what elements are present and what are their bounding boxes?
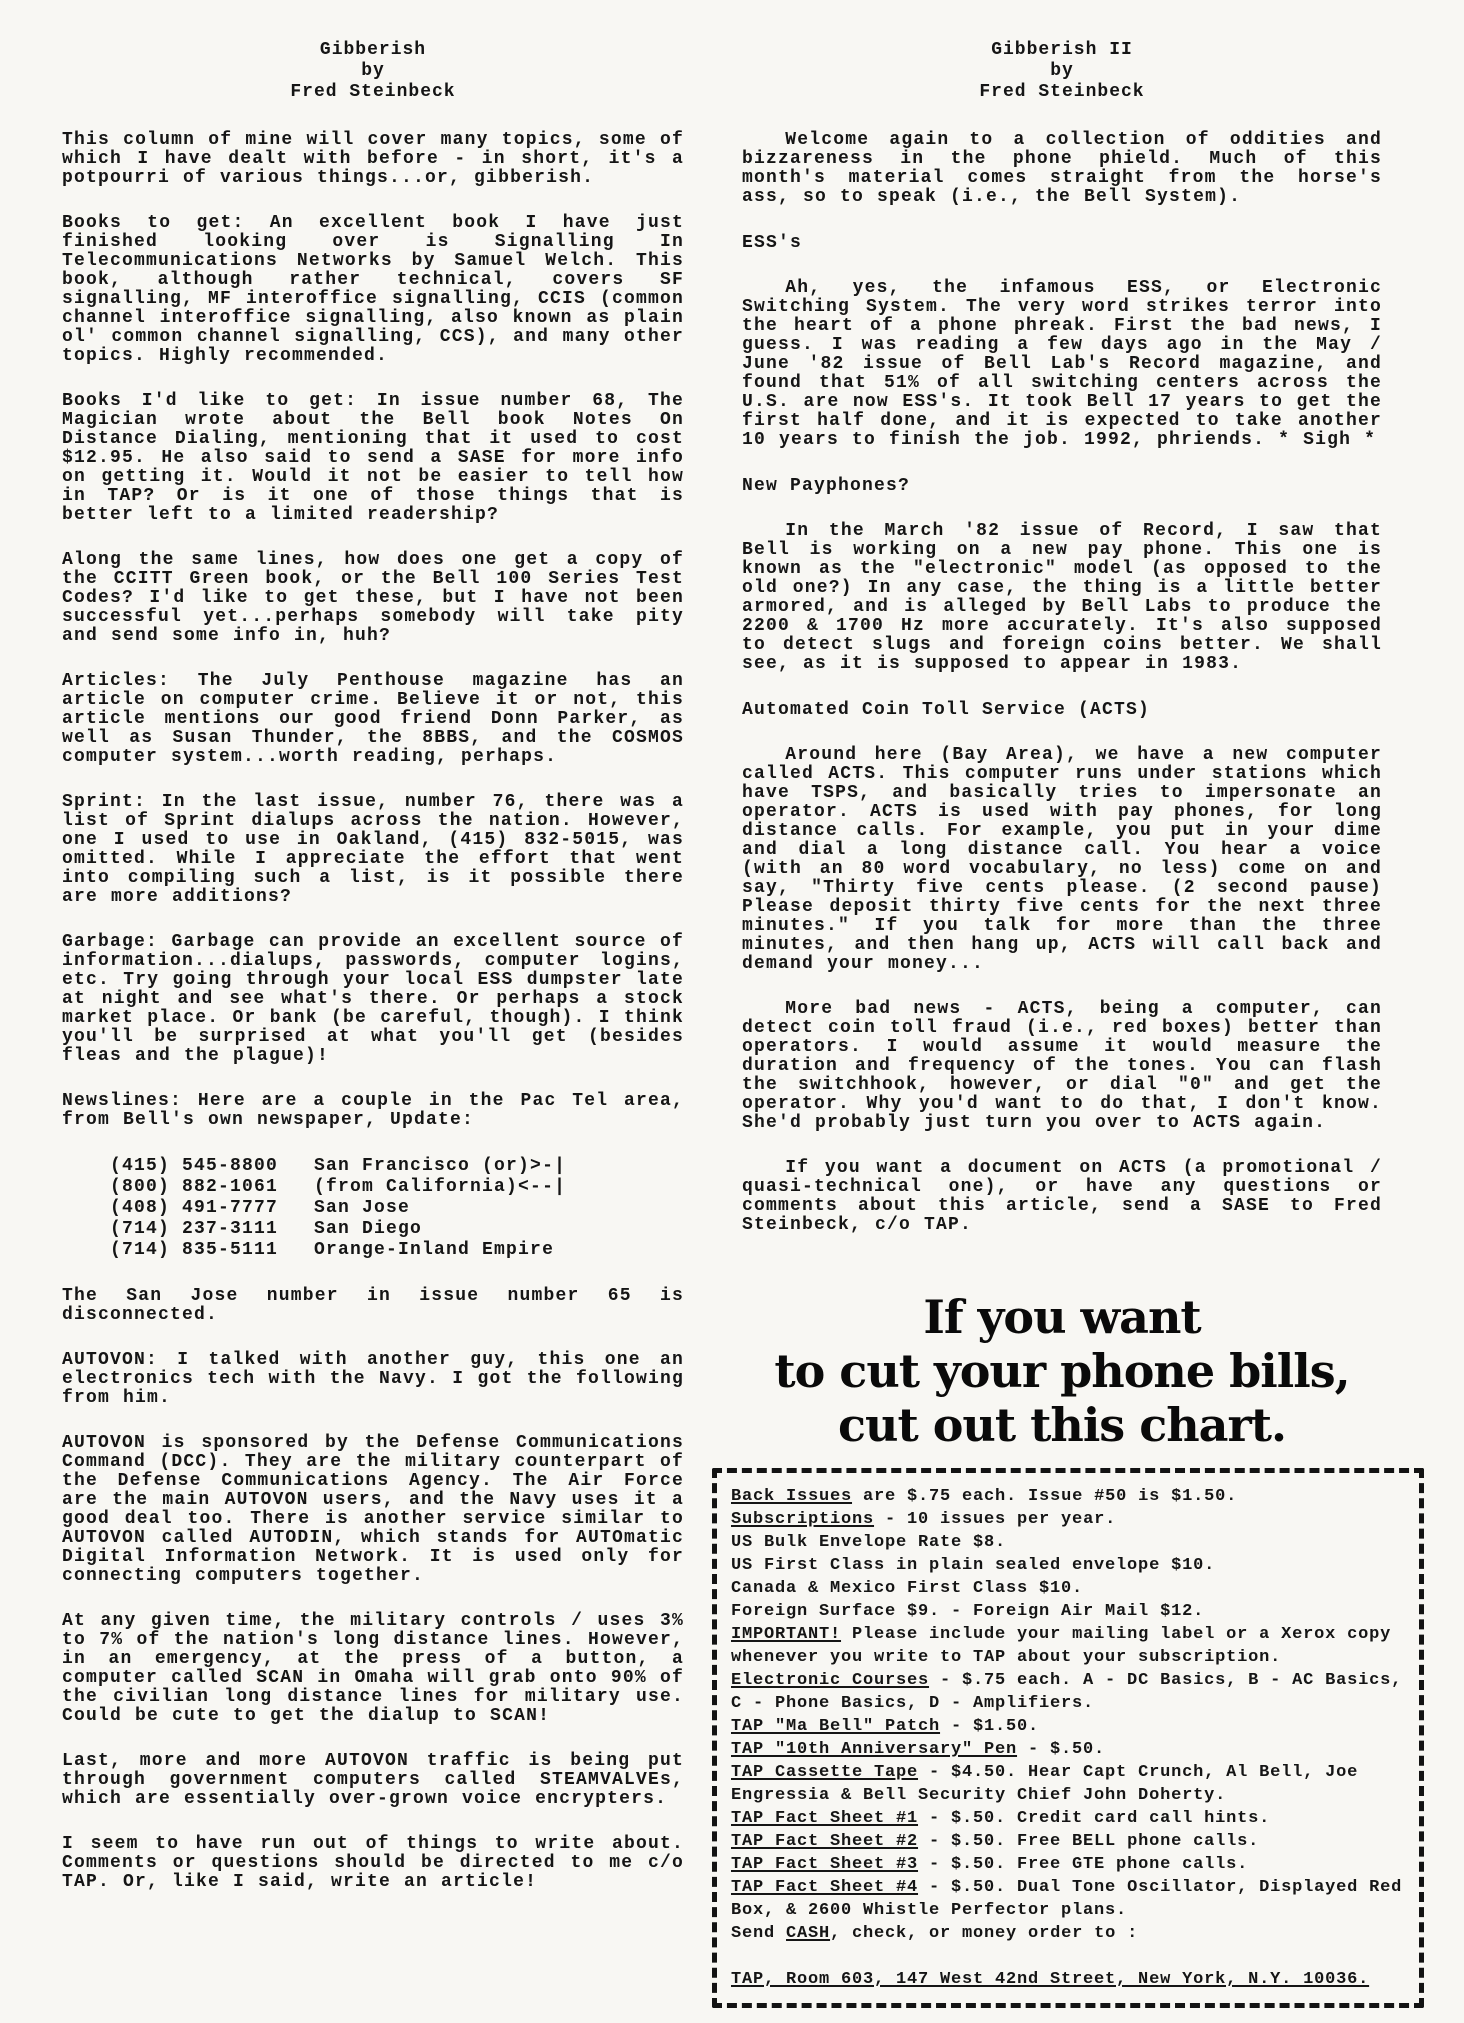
underlined-text: TAP Fact Sheet #2 — [731, 1832, 919, 1851]
phone-number-row: (415) 545-8800 San Francisco (or)>-| — [110, 1156, 567, 1176]
paragraph-lead: Newslines: — [62, 1091, 183, 1111]
order-info-line — [731, 1508, 1405, 1531]
underlined-text: TAP Cassette Tape — [731, 1763, 919, 1782]
paragraph-lead: Books I'd like to get: — [62, 391, 358, 411]
ad-headline — [742, 1290, 1382, 1452]
underlined-text: TAP, Room 603, 147 West 42nd Street, New York, N.Y. 10036. — [731, 1970, 1370, 1989]
left-column — [62, 40, 684, 2008]
article-title-gibberish-ii — [742, 40, 1382, 103]
order-info-line — [731, 1922, 1405, 1945]
paragraph: This column of mine will cover many topics, some of which I have dealt with before - in short, it's a potpourri of various things...or, gibberish. — [62, 130, 684, 188]
paragraph-lead: Sprint: — [62, 792, 147, 812]
underlined-text: Back Issues — [731, 1487, 853, 1506]
headline-line: cut out this chart. — [838, 1398, 1286, 1452]
paragraph: AUTOVON: I talked with another guy, this one an electronics tech with the Navy. I got the following from him. — [62, 1350, 684, 1408]
paragraph: Around here (Bay Area), we have a new computer called ACTS. This computer runs under stations which have TSPS, and basically tries to impersonate an operator. ACTS is used with pay phones, for long distance calls. For example, you put in your dime and dial a long distance call. You hear a voice (with an 80 word vocabulary, no less) come on and say, "Thirty five cents please. (2 second pause) Please deposit thirty five cents for the next three minutes." If you talk for more than the three minutes, and then hang up, ACTS will call back and demand your money... — [742, 745, 1382, 974]
paragraph: Welcome again to a collection of oddities and bizzareness in the phone phield. Much of this month's material comes straight from the horse's ass, so to speak (i.e., the Bell System). — [742, 130, 1382, 207]
paragraph: If you want a document on ACTS (a promotional / quasi-technical one), or have any questions or comments about this article, send a SASE to Fred Steinbeck, c/o TAP. — [742, 1158, 1382, 1235]
underlined-text: CASH — [786, 1924, 831, 1943]
order-info-line — [731, 1554, 1405, 1577]
paragraph: In the March '82 issue of Record, I saw that Bell is working on a new pay phone. This one is known as the "electronic" model (as opposed to the old one?) In any case, the thing is a little better armored, and is alleged by Bell Labs to produce the 2200 & 1700 Hz more accurately. It's also supposed to detect slugs and foreign coins better. We shall see, as it is supposed to appear in 1983. — [742, 521, 1382, 674]
section-heading: New Payphones? — [742, 476, 911, 496]
order-info-line — [731, 1761, 1405, 1807]
order-info-line — [731, 1600, 1405, 1623]
plain-text: - $.50. Free BELL phone calls. — [918, 1832, 1260, 1851]
plain-text: - $4.50. Hear Capt Crunch, Al Bell, Joe Engressia & Bell Security Chief John Doherty. — [731, 1763, 1359, 1805]
paragraph: Sprint: In the last issue, number 76, there was a list of Sprint dialups across the nation. However, one I used to use in Oakland, (415) 832-5015, was omitted. While I appreciate the effort that went into compiling such a list, is it possible there are more additions? — [62, 792, 684, 907]
plain-text: - $.50. Free GTE phone calls. — [918, 1855, 1249, 1874]
paragraph-lead: Articles: — [62, 671, 171, 691]
plain-text: Please include your mailing label or a Xerox copy whenever you write to TAP about your subscription. — [731, 1625, 1392, 1667]
plain-text: - $.50. Credit card call hints. — [918, 1809, 1271, 1828]
underlined-text: TAP "10th Anniversary" Pen — [731, 1740, 1018, 1759]
order-info-line — [731, 1531, 1405, 1554]
paragraph-lead: AUTOVON: — [62, 1350, 159, 1370]
paragraph: Garbage: Garbage can provide an excellent source of information...dialups, passwords, computer logins, etc. Try going through your local ESS dumpster late at night and see what's there. Or perhaps a stock market place. Or bank (be careful, though). I think you'll be surprised at what you'll get (besides fleas and the plague)! — [62, 932, 684, 1066]
plain-text: , check, or money order to : — [830, 1924, 1139, 1943]
underlined-text: TAP Fact Sheet #4 — [731, 1878, 919, 1897]
order-info-line — [731, 1485, 1405, 1508]
phone-number-row: (714) 237-3111 San Diego — [110, 1219, 423, 1239]
plain-text: Canada & Mexico First Class $10. — [731, 1579, 1084, 1598]
paragraph: At any given time, the military controls / uses 3% to 7% of the nation's long distance lines. However, in an emergency, at the press of a button, a computer called SCAN in Omaha will grab onto 90% of the civilian long distance lines for military use. Could be cute to get the dialup to SCAN! — [62, 1611, 684, 1726]
order-info-line — [731, 1968, 1405, 1991]
article-title-gibberish — [62, 40, 684, 103]
paragraph: AUTOVON is sponsored by the Defense Communications Command (DCC). They are the military counterpart of the Defense Communications Agency. The Air Force are the main AUTOVON users, and the Navy uses it a good deal too. There is another service similar to AUTOVON called AUTODIN, which stands for AUTOmatic Digital Information Network. It is used only for connecting computers together. — [62, 1433, 684, 1586]
order-info-line — [731, 1669, 1405, 1715]
order-info-line — [731, 1830, 1405, 1853]
paragraph: Ah, yes, the infamous ESS, or Electronic Switching System. The very word strikes terror into the heart of a phone phreak. First the bad news, I guess. I was reading a few days ago in the May / June '82 issue of Bell Lab's Record magazine, and found that 51% of all switching centers across the U.S. are now ESS's. It took Bell 17 years to get the first half done, and it is expected to take another 10 years to finish the job. 1992, phriends. * Sigh * — [742, 278, 1382, 450]
order-info-line — [731, 1577, 1405, 1600]
plain-text: - $.50. Dual Tone Oscillator, Displayed Red Box, & 2600 Whistle Perfector plans. — [731, 1878, 1403, 1920]
paragraph: The San Jose number in issue number 65 is disconnected. — [62, 1286, 684, 1325]
plain-text: - $.50. — [1017, 1740, 1106, 1759]
phone-number-list — [110, 1156, 684, 1261]
headline-line: to cut your phone bills, — [774, 1344, 1350, 1398]
underlined-text: Electronic Courses — [731, 1671, 930, 1690]
title-line: by — [1050, 61, 1074, 81]
title-line: Gibberish II — [991, 40, 1133, 60]
paragraph-lead: Books to get: — [62, 213, 245, 233]
underlined-text: TAP Fact Sheet #1 — [731, 1809, 919, 1828]
paragraph: Books to get: An excellent book I have just finished looking over is Signalling In Telecommunications Networks by Samuel Welch. This book, although rather technical, covers SF signalling, MF interoffice signalling, CCIS (common channel interoffice signalling, also known as plain ol' common channel signalling, CCS), and many other topics. Highly recommended. — [62, 213, 684, 366]
section-heading: Automated Coin Toll Service (ACTS) — [742, 700, 1151, 720]
plain-text: US First Class in plain sealed envelope $10. — [731, 1556, 1216, 1575]
plain-text: Foreign Surface $9. - Foreign Air Mail $12. — [731, 1602, 1205, 1621]
phone-number-row: (800) 882-1061 (from California)<--| — [110, 1177, 567, 1197]
underlined-text: TAP "Ma Bell" Patch — [731, 1717, 941, 1736]
title-line: by — [361, 61, 385, 81]
phone-number-row: (714) 835-5111 Orange-Inland Empire — [110, 1240, 555, 1260]
paragraph-lead: Garbage: — [62, 932, 159, 952]
plain-text: Send — [731, 1924, 787, 1943]
paragraph: Along the same lines, how does one get a copy of the CCITT Green book, or the Bell 100 Series Test Codes? I'd like to get these, but I have not been successful yet...perhaps somebody will take pity and send some info in, huh? — [62, 550, 684, 646]
paragraph: I seem to have run out of things to write about. Comments or questions should be directed to me c/o TAP. Or, like I said, write an article! — [62, 1834, 684, 1892]
headline-line: If you want — [923, 1290, 1201, 1344]
underlined-text: IMPORTANT! — [731, 1625, 842, 1644]
underlined-text: Subscriptions — [731, 1510, 875, 1529]
phone-number-row: (408) 491-7777 San Jose — [110, 1198, 411, 1218]
paragraph: Newslines: Here are a couple in the Pac Tel area, from Bell's own newspaper, Update: — [62, 1091, 684, 1130]
title-line: Gibberish — [319, 40, 427, 60]
subscription-ad — [731, 1290, 1403, 2008]
order-info-line — [731, 1715, 1405, 1738]
plain-text: - 10 issues per year. — [874, 1510, 1117, 1529]
plain-text: are $.75 each. Issue #50 is $1.50. — [852, 1487, 1238, 1506]
underlined-text: TAP Fact Sheet #3 — [731, 1855, 919, 1874]
order-info-line — [731, 1807, 1405, 1830]
order-info-line — [731, 1623, 1405, 1669]
order-info-line — [731, 1876, 1405, 1922]
order-info-line — [731, 1738, 1405, 1761]
title-line: Fred Steinbeck — [290, 82, 456, 102]
left-column-body — [62, 131, 684, 1892]
paragraph: Articles: The July Penthouse magazine has an article on computer crime. Believe it or not, this article mentions our good friend Donn Parker, as well as Susan Thunder, the 8BBS, and the COSMOS computer system...worth reading, perhaps. — [62, 671, 684, 767]
title-line: Fred Steinbeck — [979, 82, 1145, 102]
paragraph: Books I'd like to get: In issue number 68, The Magician wrote about the Bell book Notes On Distance Dialing, mentioning that it used to cost $12.95. He also said to send a SASE for more info on getting it. Would it not be easier to tell how in TAP? Or is it one of those things that is better left to a limited readership? — [62, 391, 684, 525]
paragraph: More bad news - ACTS, being a computer, can detect coin toll fraud (i.e., red boxes) better than operators. I would assume it would measure the duration and frequency of the tones. You can flash the switchhook, however, or dial "0" and get the operator. Why you'd want to do that, I don't know. She'd probably just turn you over to ACTS again. — [742, 999, 1382, 1133]
paragraph: Last, more and more AUTOVON traffic is being put through government computers called STEAMVALVEs, which are essentially over-grown voice encrypters. — [62, 1751, 684, 1809]
right-column-body — [742, 131, 1382, 1235]
right-column — [731, 40, 1403, 2008]
order-info-box — [712, 1468, 1424, 2008]
plain-text: - $1.50. — [940, 1717, 1040, 1736]
section-heading: ESS's — [742, 233, 803, 253]
plain-text: US Bulk Envelope Rate $8. — [731, 1533, 1007, 1552]
plain-text: - $.75 each. A - DC Basics, B - AC Basics, C - Phone Basics, D - Amplifiers. — [731, 1671, 1403, 1713]
order-info-line — [731, 1853, 1405, 1876]
